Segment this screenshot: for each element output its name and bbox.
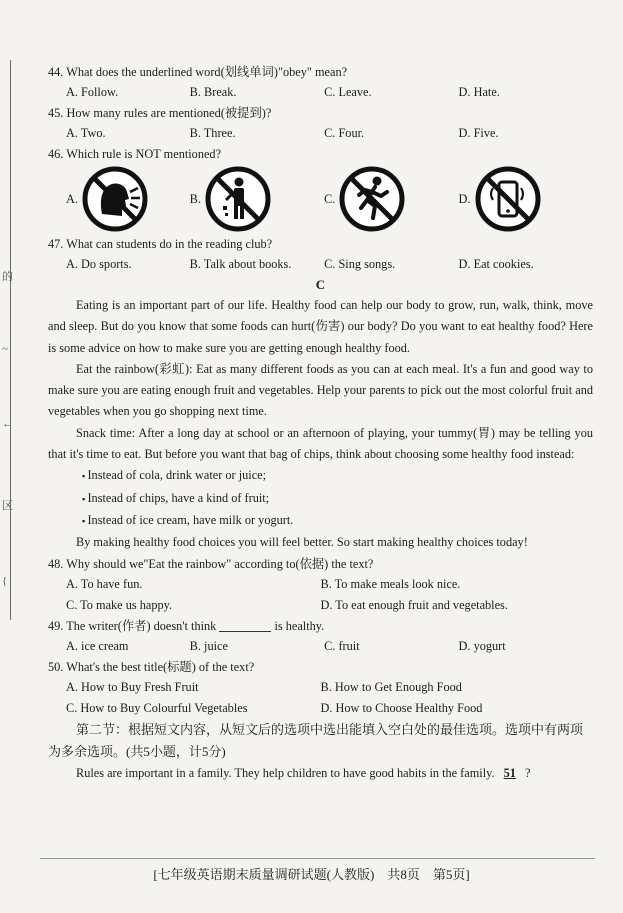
option-d: D. Five. (458, 126, 499, 140)
option-letter: A. (66, 191, 78, 206)
option-a: A. Follow. (66, 85, 119, 99)
question-49-options (48, 636, 593, 657)
question-47-options (48, 254, 593, 275)
option-letter: B. (189, 191, 201, 206)
option-c: C. Leave. (324, 85, 372, 99)
no-shouting-sign-icon (82, 166, 148, 232)
paragraph: Eat the rainbow(彩虹): Eat as many different foods as you can at each meal. It's a fun and good way to make sure you are eating enough fruit and vegetables. Help your parents to pick out the most colorful fruit and vegetables when you go shopping next time. (48, 361, 593, 419)
option-d: D. To eat enough fruit and vegetables. (320, 597, 508, 612)
page-footer: [七年级英语期末质量调研试题(人教版) 共8页 第5页] (153, 867, 470, 882)
question-47-stem: 47. What can students do in the reading club? (48, 237, 273, 251)
option-a: A. How to Buy Fresh Fruit (66, 679, 199, 694)
paragraph: By making healthy food choices you will feel better. So start making healthy choices today! (76, 535, 528, 550)
question-46-stem: 46. Which rule is NOT mentioned? (48, 147, 222, 161)
option-a: A. ice cream (66, 638, 129, 653)
bullet-item: ▪ Instead of ice cream, have milk or yogurt. (48, 510, 593, 532)
margin-mark: ~ (2, 343, 8, 355)
no-running-sign-icon (339, 166, 405, 232)
option-d: D. Hate. (458, 85, 500, 99)
question-50-options (48, 677, 593, 719)
sentence-text: Rules are important in a family. They help children to have good habits in the family. (76, 765, 495, 780)
footer-rule (40, 858, 595, 859)
margin-mark: ← (2, 418, 13, 430)
question-49-stem (48, 616, 593, 636)
option-c: C. Four. (324, 126, 365, 140)
option-d (459, 166, 593, 232)
paragraph: Eating is an important part of our life. Healthy food can help our body to grow, run, walk, think, move and sleep. But do you know that some foods can hurt(伤害) our body? Do you want to eat healthy food? Here is some advice on how to make sure you are getting enough healthy food. (48, 298, 593, 355)
paragraph: Snack time: After a long day at school or an afternoon of playing, your tummy(胃) may be telling you that it's time to eat. But before you want that bag of chips, think about choosing some healthy food instead: (48, 425, 593, 462)
option-b: B. juice (189, 638, 228, 653)
option-b: B. Talk about books. (189, 257, 292, 271)
option-c: C. How to Buy Colourful Vegetables (66, 700, 248, 715)
cloze-sentence (48, 763, 593, 784)
option-b: B. Three. (189, 126, 236, 140)
passage-title: C (315, 277, 326, 292)
option-c: C. fruit (324, 638, 360, 653)
option-b: B. To make meals look nice. (320, 576, 461, 591)
margin-mark: 的 (2, 271, 13, 283)
option-a (48, 166, 190, 232)
option-b: B. How to Get Enough Food (320, 679, 462, 694)
question-50-stem: 50. What's the best title(标题) of the text? (48, 659, 255, 674)
option-d: D. Eat cookies. (458, 257, 534, 271)
stem-text: is healthy. (274, 618, 325, 633)
question-44-options (48, 82, 593, 103)
question-44-stem: 44. What does the underlined word(划线单词)"obey" mean? (48, 65, 348, 79)
option-b: B. Break. (189, 85, 237, 99)
binding-line (10, 60, 11, 620)
option-d: D. How to Choose Healthy Food (320, 700, 483, 715)
option-a: A. Do sports. (66, 257, 132, 271)
option-c: C. To make us happy. (66, 597, 173, 612)
exam-page (48, 62, 593, 784)
no-phone-sign-icon (475, 166, 541, 232)
question-45-stem: 45. How many rules are mentioned(被提到)? (48, 106, 272, 120)
question-48-stem: 48. Why should we"Eat the rainbow" according to(依据) the text? (48, 556, 374, 571)
question-46-options (48, 164, 593, 234)
option-b (190, 166, 324, 232)
option-c (324, 166, 458, 232)
option-a: A. To have fun. (66, 576, 143, 591)
blank-number: 51 (503, 765, 516, 780)
question-45-options (48, 123, 593, 144)
question-48-options (48, 574, 593, 616)
answer-blank[interactable] (219, 619, 271, 632)
sentence-end: ? (525, 765, 531, 780)
bullet-item: ▪ Instead of chips, have a kind of fruit; (48, 488, 593, 510)
option-a: A. Two. (66, 126, 106, 140)
section-instruction: 第二节：根据短文内容，从短文后的选项中选出能填入空白处的最佳选项。选项中有两项为多余选项。(共5小题，计5分) (48, 721, 584, 759)
stem-text: 49. The writer(作者) doesn't think (48, 618, 217, 633)
option-letter: D. (458, 191, 471, 206)
margin-mark: { (2, 575, 8, 587)
option-d: D. yogurt (458, 638, 506, 653)
option-c: C. Sing songs. (324, 257, 396, 271)
bullet-item: ▪ Instead of cola, drink water or juice; (48, 465, 593, 487)
no-littering-sign-icon (205, 166, 271, 232)
option-letter: C. (324, 191, 336, 206)
margin-mark: 区 (2, 500, 13, 512)
